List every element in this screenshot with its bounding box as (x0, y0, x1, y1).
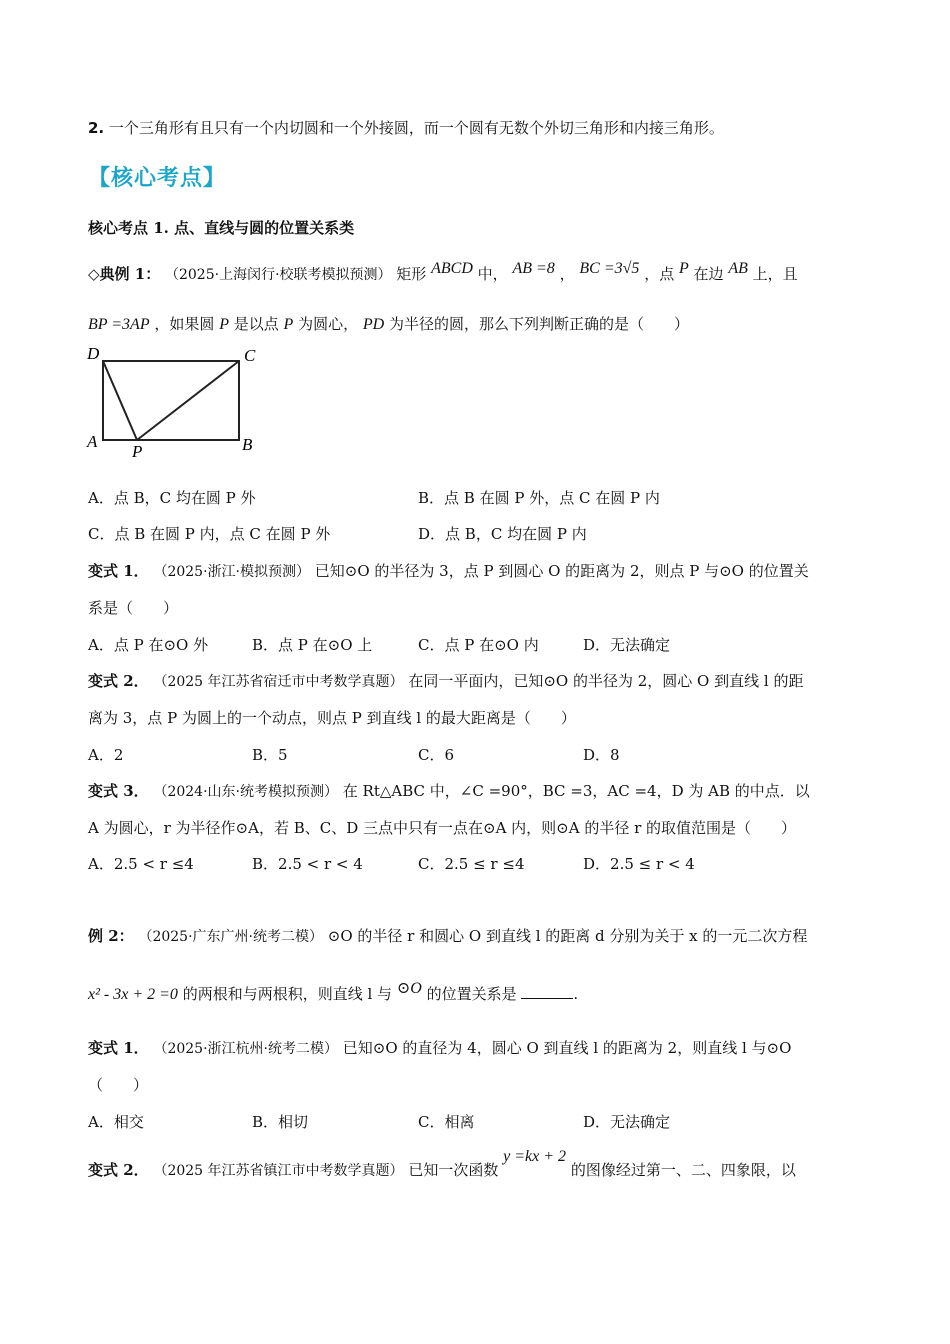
label-d: D (87, 344, 100, 363)
example1-line2 (88, 314, 689, 335)
variant1-line1 (88, 561, 809, 582)
intro-number: 2. (88, 119, 105, 137)
example2-line1 (88, 926, 807, 947)
variant5-line1 (88, 1148, 796, 1181)
example1-source: （2025·上海闵行·校联考模拟预测） (164, 267, 392, 283)
variant4-option-d: D．无法确定 (583, 1113, 671, 1131)
example1-label: ◇典例 1： (88, 265, 161, 283)
variant2-option-c: C．6 (418, 746, 455, 764)
variant2-text: 在同一平面内，已知⊙O 的半径为 2，圆心 O 到直线 l 的距 (408, 672, 804, 690)
variant3-option-b: B．2.5 < r < 4 (252, 855, 363, 873)
variant4-label: 变式 1． (88, 1039, 149, 1057)
variant2-source: （2025 年江苏省宿迁市中考数学真题） (153, 674, 404, 690)
variant5-label: 变式 2． (88, 1161, 149, 1179)
variant4-option-b: B．相切 (252, 1113, 309, 1131)
variant1-source: （2025·浙江·模拟预测） (153, 564, 310, 580)
variant5-source: （2025 年江苏省镇江市中考数学真题） (153, 1163, 404, 1179)
math-circle-o: ⊙O (396, 980, 422, 997)
label-p: P (132, 442, 143, 460)
text: 在边 (693, 265, 724, 283)
text: 矩形 (396, 265, 427, 283)
label-a: A (87, 432, 98, 451)
example2-equation: x² - 3x + 2 =0 (88, 986, 178, 1003)
text: ， (559, 265, 575, 283)
example1-option-a: A．点 B，C 均在圆 P 外 (88, 489, 256, 507)
text: 已知一次函数 (408, 1161, 499, 1179)
text: 为半径的圆，那么下列判断正确的是（ ） (389, 315, 690, 333)
variant1-text: 已知⊙O 的半径为 3，点 P 到圆心 O 的距离为 2，则点 P 与⊙O 的位置关 (314, 562, 809, 580)
example1-option-c: C．点 B 在圆 P 内，点 C 在圆 P 外 (88, 525, 331, 543)
text: . (573, 985, 579, 1003)
math-ab: AB (728, 260, 748, 277)
variant1-label: 变式 1． (88, 562, 149, 580)
math-ab: AB =8 (512, 260, 555, 277)
segment-dp (103, 361, 137, 440)
variant3-line1 (88, 781, 810, 802)
variant3-text: 在 Rt△ABC 中，∠C =90°，BC =3，AC =4，D 为 AB 的中点．以 (342, 782, 810, 800)
math-p: P (678, 260, 689, 277)
variant2-line1 (88, 671, 803, 692)
example1-option-b: B．点 B 在圆 P 外，点 C 在圆 P 内 (418, 489, 660, 507)
variant1-line2: 系是（ ） (88, 599, 179, 617)
variant3-label: 变式 3． (88, 782, 149, 800)
variant4-option-c: C．相离 (418, 1113, 475, 1131)
label-b: B (242, 435, 253, 454)
text: 是以点 (233, 315, 279, 333)
example1-option-d: D．点 B，C 均在圆 P 内 (418, 525, 587, 543)
example1-line1 (88, 260, 798, 285)
text: 的位置关系是 (426, 985, 517, 1003)
intro-text: 一个三角形有且只有一个内切圆和一个外接圆，而一个圆有无数个外切三角形和内接三角形。 (108, 119, 724, 137)
rectangle-figure (84, 344, 264, 460)
text: 为圆心， (298, 315, 359, 333)
text: 上，且 (752, 265, 798, 283)
text: 的两根和与两根积，则直线 l 与 (182, 985, 393, 1003)
variant1-option-a: A．点 P 在⊙O 外 (88, 636, 209, 654)
variant3-line2: A 为圆心，r 为半径作⊙A，若 B、C、D 三点中只有一点在⊙A 内，则⊙A 的半径 r 的取值范围是（ ） (88, 819, 797, 837)
variant3-option-d: D．2.5 ≤ r < 4 (583, 855, 695, 873)
core-heading: 【核心考点】 (88, 166, 227, 191)
variant2-option-d: D．8 (583, 746, 620, 764)
variant4-line1 (88, 1038, 791, 1059)
variant4-option-a: A．相交 (88, 1113, 144, 1131)
variant1-option-b: B．点 P 在⊙O 上 (252, 636, 373, 654)
variant5-equation: y =kx + 2 (503, 1148, 567, 1165)
variant2-option-b: B．5 (252, 746, 288, 764)
variant4-line2: （ ） (88, 1076, 149, 1094)
math-p: P (219, 316, 229, 333)
variant3-option-c: C．2.5 ≤ r ≤4 (418, 855, 525, 873)
example2-label: 例 2： (88, 927, 134, 945)
variant4-source: （2025·浙江杭州·统考二模） (153, 1041, 338, 1057)
variant3-option-a: A．2.5 < r ≤4 (88, 855, 194, 873)
variant2-option-a: A．2 (88, 746, 124, 764)
text: 中， (477, 265, 508, 283)
example2-line2 (88, 982, 578, 1005)
section-title: 核心考点 1. 点、直线与圆的位置关系类 (88, 219, 355, 237)
example2-text: ⊙O 的半径 r 和圆心 O 到直线 l 的距离 d 分别为关于 x 的一元二次方程 (327, 927, 808, 945)
math-abcd: ABCD (431, 260, 473, 277)
math-bc: BC =3√5 (579, 260, 640, 277)
rectangle-abcd (103, 361, 239, 440)
text: ，如果圆 (154, 315, 215, 333)
example2-source: （2025·广东广州·统考二模） (138, 929, 323, 945)
text: 的图像经过第一、二、四象限，以 (570, 1161, 796, 1179)
intro-line (88, 118, 724, 138)
label-c: C (244, 346, 256, 365)
variant2-line2: 离为 3，点 P 为圆上的一个动点，则点 P 到直线 l 的最大距离是（ ） (88, 709, 576, 727)
math-bp: BP =3AP (88, 316, 150, 333)
variant3-source: （2024·山东·统考模拟预测） (153, 784, 338, 800)
math-pd: PD (362, 316, 385, 333)
math-p: P (283, 316, 294, 333)
text: ，点 (644, 265, 675, 283)
variant4-text: 已知⊙O 的直径为 4，圆心 O 到直线 l 的距离为 2，则直线 l 与⊙O (342, 1039, 792, 1057)
variant1-option-c: C．点 P 在⊙O 内 (418, 636, 539, 654)
segment-cp (137, 361, 239, 440)
variant2-label: 变式 2． (88, 672, 149, 690)
variant1-option-d: D．无法确定 (583, 636, 671, 654)
answer-blank[interactable] (521, 982, 573, 999)
